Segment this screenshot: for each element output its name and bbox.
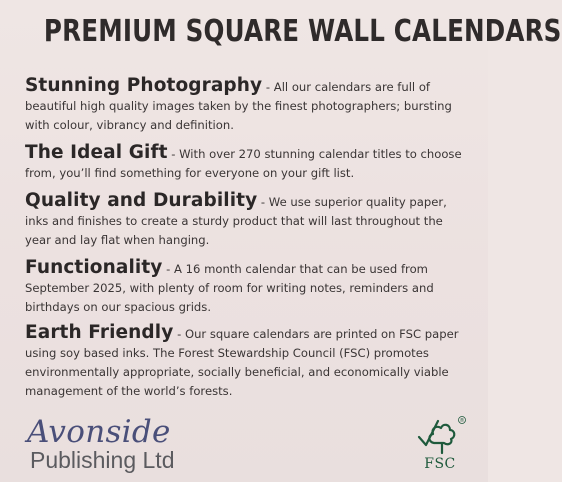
section-heading: Stunning Photography <box>25 75 263 96</box>
section-heading: Quality and Durability <box>25 190 258 211</box>
section-ideal-gift <box>25 143 463 183</box>
section-functionality <box>25 258 463 317</box>
section-body: - We use superior quality paper, inks and finishes to create a sturdy product that will last throughout the year and lay flat when hanging. <box>25 195 447 247</box>
brand-name: Avonside <box>27 414 171 450</box>
section-heading: Earth Friendly <box>25 322 174 343</box>
section-heading: Functionality <box>25 257 163 278</box>
section-body: - Our square calendars are printed on FSC paper using soy based inks. The Forest Stewardship Council (FSC) promotes environmentally appropriate, socially beneficial, and economically viable management of the world’s forests. <box>25 327 459 398</box>
brand-subtitle: Publishing Ltd <box>30 447 175 473</box>
section-quality-durability <box>25 191 463 250</box>
page-title: PREMIUM SQUARE WALL CALENDARS <box>43 14 562 49</box>
section-body: - A 16 month calendar that can be used from September 2025, with plenty of room for writing notes, reminders and birthdays on our spacious grids. <box>25 262 434 314</box>
section-earth-friendly <box>25 323 463 401</box>
section-body: - All our calendars are full of beautiful high quality images taken by the finest photographers; bursting with colour, vibrancy and definition. <box>25 80 452 132</box>
section-body: - With over 270 stunning calendar titles to choose from, you’ll find something for everyone on your gift list. <box>25 147 462 180</box>
avonside-logo <box>27 416 175 472</box>
section-heading: The Ideal Gift <box>25 142 168 163</box>
section-stunning-photography <box>25 76 463 135</box>
registered-mark: ® <box>459 418 465 424</box>
fsc-label: FSC <box>424 456 456 472</box>
fsc-tree-checkmark-icon <box>416 415 468 457</box>
fsc-logo <box>416 415 468 473</box>
